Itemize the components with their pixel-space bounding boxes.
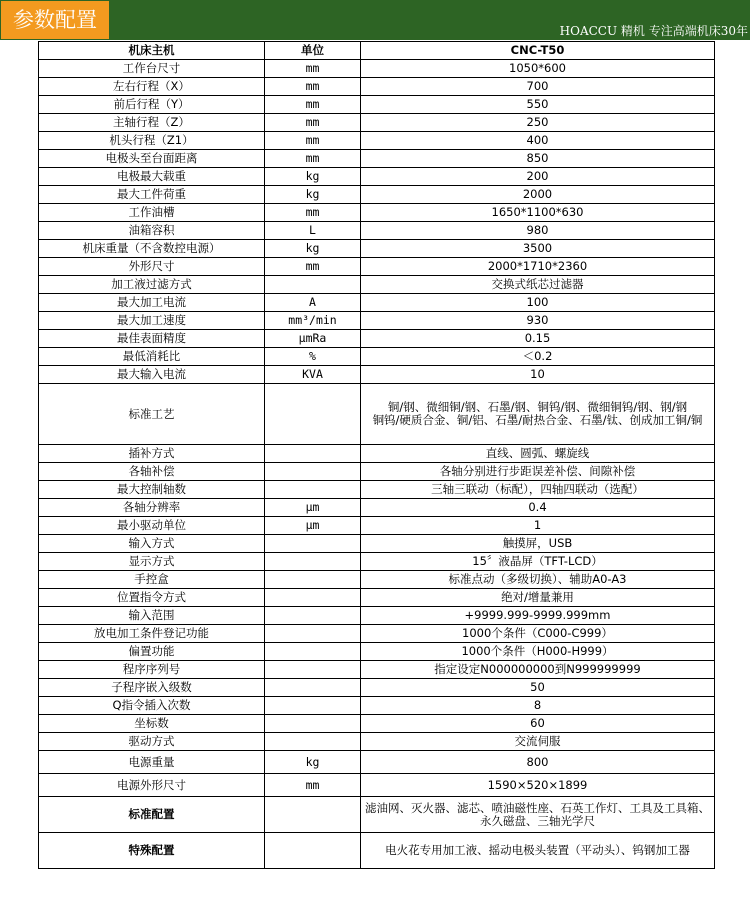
table-row [39,168,715,186]
spec-name: 工作油槽 [39,204,265,222]
spec-value: 绝对/增量兼用 [361,589,715,607]
table-row [39,571,715,589]
spec-unit [265,607,361,625]
spec-unit: mm [265,96,361,114]
spec-name: 最大输入电流 [39,366,265,384]
brand-slogan: HOACCU 精机 专注高端机床30年 [559,24,748,38]
spec-name: 标准工艺 [39,384,265,445]
spec-value: 980 [361,222,715,240]
spec-name: 显示方式 [39,553,265,571]
spec-value: 1590×520×1899 [361,774,715,797]
table-row [39,132,715,150]
spec-name: 各轴分辨率 [39,499,265,517]
header-unit: 单位 [265,42,361,60]
spec-value: 1650*1100*630 [361,204,715,222]
spec-value: 50 [361,679,715,697]
spec-value: 250 [361,114,715,132]
spec-value: 400 [361,132,715,150]
spec-value: 10 [361,366,715,384]
header-machine: 机床主机 [39,42,265,60]
spec-name: 输入方式 [39,535,265,553]
spec-unit: kg [265,186,361,204]
spec-unit [265,481,361,499]
spec-name: 最大加工电流 [39,294,265,312]
spec-value: ＜0.2 [361,348,715,366]
spec-value: 1 [361,517,715,535]
spec-value: 60 [361,715,715,733]
spec-value: 930 [361,312,715,330]
spec-unit: mm [265,114,361,132]
spec-name: 前后行程（Y） [39,96,265,114]
table-row [39,463,715,481]
spec-value: 1000个条件（H000-H999） [361,643,715,661]
table-row [39,774,715,797]
spec-unit [265,661,361,679]
spec-unit [265,833,361,869]
spec-name: 各轴补偿 [39,463,265,481]
table-row [39,78,715,96]
table-row [39,625,715,643]
table-row [39,751,715,774]
spec-value: 0.15 [361,330,715,348]
spec-unit: μm [265,517,361,535]
header-model: CNC-T50 [361,42,715,60]
spec-name: 手控盒 [39,571,265,589]
spec-unit: % [265,348,361,366]
spec-value: 1050*600 [361,60,715,78]
spec-value: 1000个条件（C000-C999） [361,625,715,643]
table-row [39,330,715,348]
spec-name: 坐标数 [39,715,265,733]
table-row [39,384,715,445]
spec-name: 主轴行程（Z） [39,114,265,132]
spec-value: 触摸屏，USB [361,535,715,553]
table-row [39,535,715,553]
spec-value: 各轴分别进行步距误差补偿、间隙补偿 [361,463,715,481]
spec-name: 电源外形尺寸 [39,774,265,797]
spec-unit [265,697,361,715]
spec-value: 直线、圆弧、螺旋线 [361,445,715,463]
spec-name: 电极头至台面距离 [39,150,265,168]
table-row [39,643,715,661]
spec-unit [265,535,361,553]
spec-unit: KVA [265,366,361,384]
spec-unit: L [265,222,361,240]
spec-name: 电极最大载重 [39,168,265,186]
spec-name: 最大工件荷重 [39,186,265,204]
spec-unit: mm³/min [265,312,361,330]
spec-unit [265,384,361,445]
spec-name: 插补方式 [39,445,265,463]
spec-name: 偏置功能 [39,643,265,661]
header-banner [0,0,750,40]
spec-value: 交换式纸芯过滤器 [361,276,715,294]
table-row [39,186,715,204]
spec-value: 550 [361,96,715,114]
table-row [39,366,715,384]
spec-name: 最佳表面精度 [39,330,265,348]
spec-name: 最低消耗比 [39,348,265,366]
spec-value: 指定设定N000000000到N999999999 [361,661,715,679]
spec-name: 加工液过滤方式 [39,276,265,294]
table-row [39,258,715,276]
table-row [39,589,715,607]
table-row [39,553,715,571]
table-row [39,114,715,132]
spec-unit [265,679,361,697]
spec-unit: mm [265,60,361,78]
table-row [39,697,715,715]
spec-value: 200 [361,168,715,186]
table-row [39,797,715,833]
spec-name: 子程序嵌入级数 [39,679,265,697]
spec-table-body [39,60,715,869]
table-row [39,348,715,366]
spec-unit [265,625,361,643]
spec-unit: mm [265,774,361,797]
spec-unit: μmRa [265,330,361,348]
spec-unit [265,643,361,661]
spec-name: 驱动方式 [39,733,265,751]
spec-name: 放电加工条件登记功能 [39,625,265,643]
table-row [39,276,715,294]
table-row [39,661,715,679]
table-row [39,833,715,869]
table-row [39,240,715,258]
spec-unit [265,463,361,481]
spec-value: 3500 [361,240,715,258]
spec-name: 输入范围 [39,607,265,625]
spec-value: 三轴三联动（标配），四轴四联动（选配） [361,481,715,499]
spec-unit [265,733,361,751]
table-row [39,715,715,733]
spec-name: 油箱容积 [39,222,265,240]
table-row [39,679,715,697]
spec-value: 850 [361,150,715,168]
table-row [39,499,715,517]
spec-name: 标准配置 [39,797,265,833]
spec-name: 最大加工速度 [39,312,265,330]
spec-unit: mm [265,78,361,96]
table-row [39,60,715,78]
spec-value: 800 [361,751,715,774]
spec-unit: kg [265,168,361,186]
table-row [39,294,715,312]
section-title: 参数配置 [1,1,109,39]
spec-value: +9999.999-9999.999mm [361,607,715,625]
spec-unit: kg [265,751,361,774]
spec-name: 工作台尺寸 [39,60,265,78]
spec-value: 8 [361,697,715,715]
spec-name: 特殊配置 [39,833,265,869]
spec-name: 机头行程（Z1） [39,132,265,150]
table-row [39,481,715,499]
spec-unit: mm [265,150,361,168]
spec-value: 2000 [361,186,715,204]
spec-name: 左右行程（X） [39,78,265,96]
spec-name: 程序序列号 [39,661,265,679]
table-row [39,204,715,222]
spec-name: 最小驱动单位 [39,517,265,535]
spec-value: 铜/钢、微细铜/钢、石墨/钢、铜钨/钢、微细铜钨/钢、钢/钢 铜钨/硬质合金、铜/铝、石墨/耐热合金、石墨/钛、创成加工铜/铜 [361,384,715,445]
spec-unit [265,589,361,607]
spec-unit: mm [265,258,361,276]
spec-value: 700 [361,78,715,96]
table-row [39,445,715,463]
spec-unit: A [265,294,361,312]
spec-table [38,41,715,869]
spec-value: 0.4 [361,499,715,517]
spec-unit: mm [265,204,361,222]
spec-unit [265,797,361,833]
spec-unit [265,445,361,463]
spec-name: 机床重量（不含数控电源） [39,240,265,258]
spec-unit [265,276,361,294]
spec-unit: kg [265,240,361,258]
spec-value: 交流伺服 [361,733,715,751]
spec-name: 位置指令方式 [39,589,265,607]
table-row [39,96,715,114]
spec-unit: μm [265,499,361,517]
table-row [39,150,715,168]
table-row [39,607,715,625]
spec-name: Q指令插入次数 [39,697,265,715]
spec-value: 15〞液晶屏（TFT-LCD） [361,553,715,571]
table-row [39,517,715,535]
table-header-row [39,42,715,60]
table-row [39,733,715,751]
spec-unit: mm [265,132,361,150]
spec-value: 100 [361,294,715,312]
spec-value: 标准点动（多级切换）、辅助A0-A3 [361,571,715,589]
spec-value: 滤油网、灭火器、滤芯、喷油磁性座、石英工作灯、工具及工具箱、永久磁盘、三轴光学尺 [361,797,715,833]
spec-value: 2000*1710*2360 [361,258,715,276]
spec-value: 电火花专用加工液、摇动电极头装置（平动头）、钨钢加工器 [361,833,715,869]
spec-name: 电源重量 [39,751,265,774]
spec-unit [265,715,361,733]
table-row [39,312,715,330]
spec-name: 外形尺寸 [39,258,265,276]
spec-unit [265,553,361,571]
spec-name: 最大控制轴数 [39,481,265,499]
table-row [39,222,715,240]
spec-unit [265,571,361,589]
